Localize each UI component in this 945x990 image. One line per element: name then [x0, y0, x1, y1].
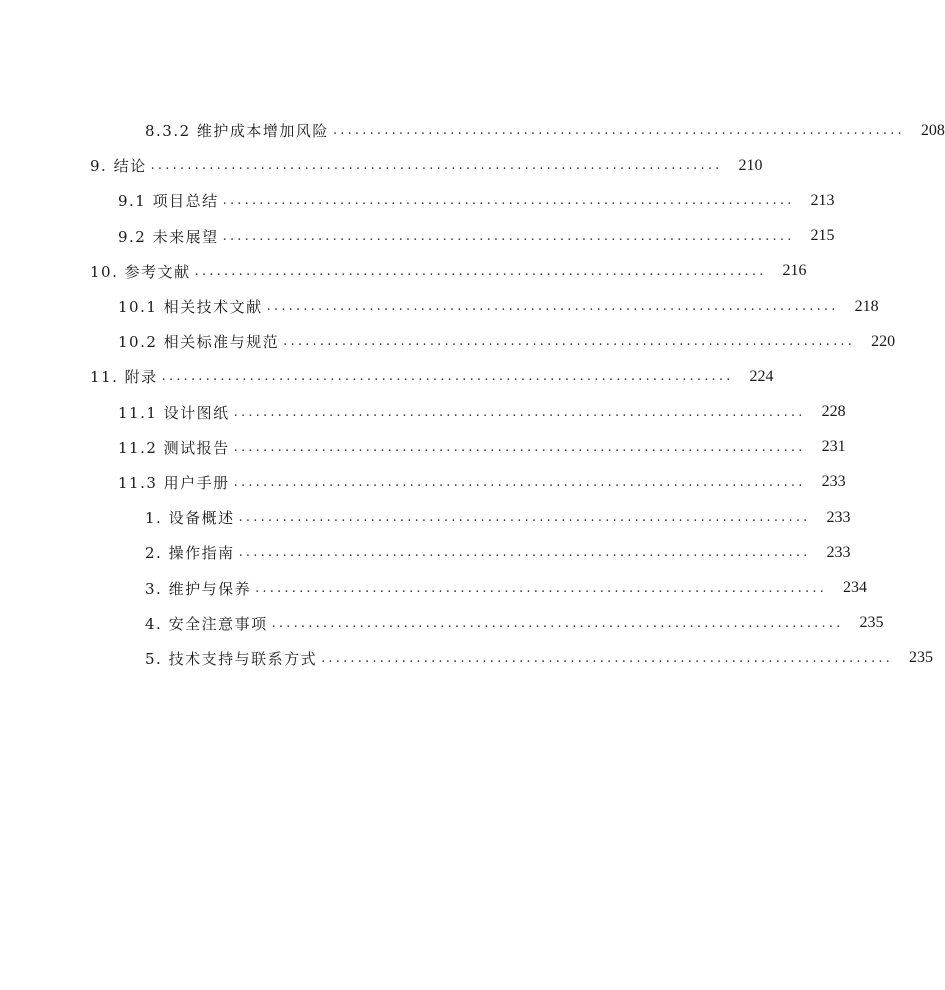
toc-entry-page: 218: [854, 297, 879, 315]
toc-entry-label: 10.1 相关技术文献: [118, 296, 267, 317]
toc-entry[interactable]: [0, 430, 846, 465]
toc-entry-page: 233: [826, 508, 851, 526]
toc-entry[interactable]: [0, 113, 945, 148]
toc-leader-dots: ..............................................................................: [222, 228, 795, 244]
toc-entry-label: 5. 技术支持与联系方式: [145, 648, 321, 669]
toc-entry-page: 233: [821, 473, 846, 491]
toc-leader-dots: ..............................................................................: [233, 439, 806, 455]
toc-entry[interactable]: [0, 148, 765, 183]
toc-entry-page: 224: [749, 367, 774, 385]
toc-entry-page: 220: [871, 332, 896, 350]
toc-entry-label: 10.2 相关标准与规范: [118, 331, 283, 352]
toc-entry[interactable]: [0, 254, 807, 289]
toc-leader-dots: ..............................................................................: [150, 158, 723, 174]
toc-entry-page: 215: [810, 227, 835, 245]
toc-entry-label: 10. 参考文献: [90, 261, 195, 282]
toc-entry[interactable]: [0, 395, 846, 430]
toc-entry[interactable]: [0, 641, 934, 676]
toc-leader-dots: ..............................................................................: [233, 404, 806, 420]
toc-entry-page: 233: [826, 543, 851, 561]
toc-entry-page: 235: [909, 649, 934, 667]
toc-entry-label: 1. 设备概述: [145, 507, 239, 528]
toc-leader-dots: ..............................................................................: [222, 193, 795, 209]
toc-entry-label: 8.3.2 维护成本增加风险: [145, 120, 333, 141]
toc-entry-label: 11.2 测试报告: [118, 437, 234, 458]
toc-entry-label: 11.1 设计图纸: [118, 402, 234, 423]
toc-entry[interactable]: [0, 324, 896, 359]
toc-entry[interactable]: [0, 535, 851, 570]
toc-leader-dots: ..............................................................................: [283, 334, 856, 350]
toc-leader-dots: ..............................................................................: [238, 510, 811, 526]
toc-leader-dots: ..............................................................................: [255, 580, 828, 596]
toc-entry-page: 235: [859, 614, 884, 632]
toc-entry-label: 2. 操作指南: [145, 542, 239, 563]
toc-entry-page: 234: [843, 579, 868, 597]
toc-leader-dots: ..............................................................................: [321, 650, 894, 666]
toc-entry-label: 9.1 项目总结: [118, 190, 223, 211]
toc-entry-label: 11.3 用户手册: [118, 472, 234, 493]
toc-leader-dots: ..............................................................................: [271, 615, 844, 631]
toc-entry-page: 231: [821, 438, 846, 456]
toc-entry[interactable]: [0, 183, 835, 218]
toc-entry-label: 4. 安全注意事项: [145, 613, 272, 634]
toc-entry[interactable]: [0, 570, 868, 605]
toc-entry-label: 9. 结论: [90, 155, 151, 176]
toc-entry-label: 9.2 未来展望: [118, 226, 223, 247]
toc-entry[interactable]: [0, 500, 851, 535]
toc-entry-page: 216: [782, 262, 807, 280]
toc-leader-dots: ..............................................................................: [233, 474, 806, 490]
toc-entry-page: 210: [738, 156, 763, 174]
toc-entry-page: 208: [920, 121, 945, 139]
toc-leader-dots: ..............................................................................: [194, 263, 767, 279]
toc-leader-dots: ..............................................................................: [161, 369, 734, 385]
toc-entry-label: 11. 附录: [90, 366, 162, 387]
table-of-contents: [0, 113, 945, 676]
toc-entry[interactable]: [0, 219, 835, 254]
toc-entry-label: 3. 维护与保养: [145, 578, 255, 599]
toc-entry-page: 213: [810, 191, 835, 209]
toc-entry-page: 228: [821, 403, 846, 421]
toc-entry[interactable]: [0, 465, 846, 500]
toc-entry[interactable]: [0, 606, 884, 641]
toc-entry[interactable]: [0, 289, 879, 324]
toc-entry[interactable]: [0, 359, 774, 394]
toc-leader-dots: ..............................................................................: [238, 545, 811, 561]
toc-leader-dots: ..............................................................................: [332, 123, 905, 139]
toc-leader-dots: ..............................................................................: [266, 299, 839, 315]
